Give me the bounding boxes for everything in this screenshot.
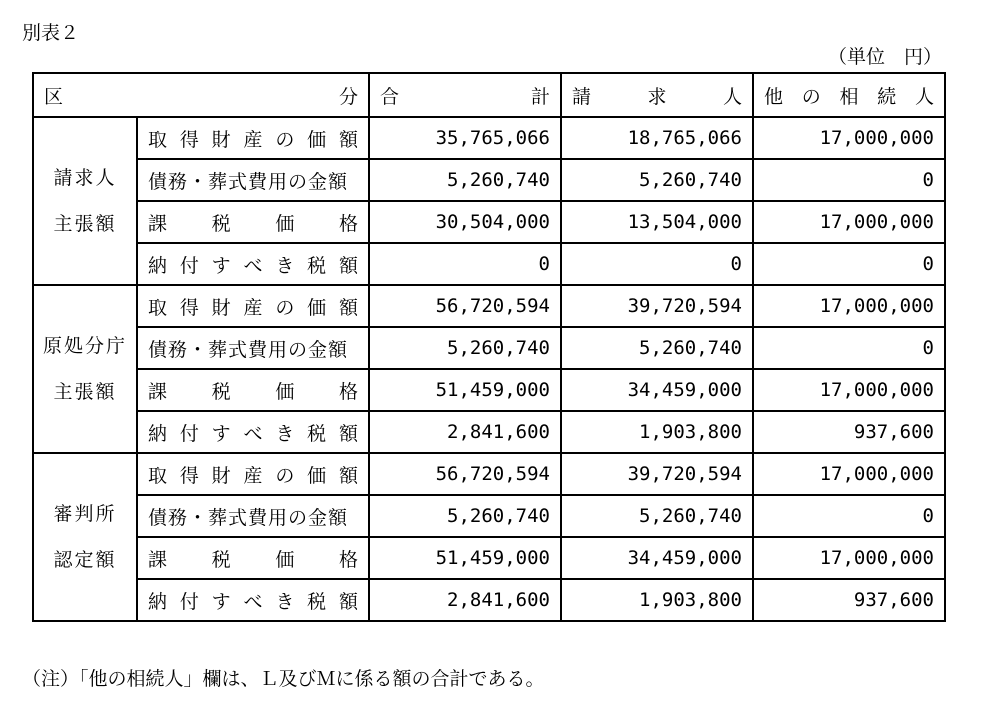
value-others: 937,600 xyxy=(753,411,945,453)
value-others: 0 xyxy=(753,159,945,201)
item-label-tax-payable: 納 付 す べ き 税 額 xyxy=(137,243,369,285)
footnote: （注）「他の相続人」欄は、Ｌ及びＭに係る額の合計である。 xyxy=(22,668,545,690)
value-claimant: 5,260,740 xyxy=(561,495,753,537)
table-row xyxy=(33,327,945,369)
value-total: 5,260,740 xyxy=(369,159,561,201)
header-total: 合 計 xyxy=(369,73,561,117)
header-claimant: 請 求 人 xyxy=(561,73,753,117)
tax-comparison-table xyxy=(32,72,946,622)
header-other-heirs: 他 の 相 続 人 xyxy=(753,73,945,117)
value-claimant: 0 xyxy=(561,243,753,285)
value-total: 0 xyxy=(369,243,561,285)
table-row xyxy=(33,495,945,537)
value-others: 0 xyxy=(753,327,945,369)
value-total: 51,459,000 xyxy=(369,369,561,411)
header-kubun-label: 区 分 xyxy=(44,85,358,108)
value-claimant: 13,504,000 xyxy=(561,201,753,243)
item-label-acquired-property-value: 取 得 財 産 の 価 額 xyxy=(137,453,369,495)
group-label: 請求人 主張額 xyxy=(33,117,137,285)
value-claimant: 5,260,740 xyxy=(561,327,753,369)
value-others: 17,000,000 xyxy=(753,117,945,159)
value-others: 17,000,000 xyxy=(753,537,945,579)
value-total: 51,459,000 xyxy=(369,537,561,579)
table-row xyxy=(33,453,945,495)
table-title: 別表２ xyxy=(22,22,80,44)
group-label: 審判所 認定額 xyxy=(33,453,137,621)
item-label-debt-funeral-cost: 債務・葬式費用の金額 xyxy=(137,327,369,369)
header-kubun xyxy=(33,73,369,117)
value-others: 17,000,000 xyxy=(753,285,945,327)
group-label: 原処分庁 主張額 xyxy=(33,285,137,453)
item-label-taxable-value: 課 税 価 格 xyxy=(137,537,369,579)
value-total: 5,260,740 xyxy=(369,327,561,369)
unit-label: （単位 円） xyxy=(827,46,942,68)
table-row xyxy=(33,243,945,285)
value-claimant: 1,903,800 xyxy=(561,579,753,621)
value-claimant: 39,720,594 xyxy=(561,453,753,495)
value-claimant: 18,765,066 xyxy=(561,117,753,159)
value-total: 56,720,594 xyxy=(369,453,561,495)
value-others: 17,000,000 xyxy=(753,453,945,495)
item-label-debt-funeral-cost: 債務・葬式費用の金額 xyxy=(137,159,369,201)
item-label-taxable-value: 課 税 価 格 xyxy=(137,369,369,411)
value-claimant: 39,720,594 xyxy=(561,285,753,327)
value-others: 17,000,000 xyxy=(753,369,945,411)
value-total: 2,841,600 xyxy=(369,411,561,453)
value-claimant: 1,903,800 xyxy=(561,411,753,453)
item-label-debt-funeral-cost: 債務・葬式費用の金額 xyxy=(137,495,369,537)
table-row xyxy=(33,285,945,327)
item-label-tax-payable: 納 付 す べ き 税 額 xyxy=(137,579,369,621)
value-claimant: 34,459,000 xyxy=(561,537,753,579)
value-others: 0 xyxy=(753,243,945,285)
item-label-acquired-property-value: 取 得 財 産 の 価 額 xyxy=(137,285,369,327)
value-total: 56,720,594 xyxy=(369,285,561,327)
value-others: 937,600 xyxy=(753,579,945,621)
value-total: 2,841,600 xyxy=(369,579,561,621)
table-body xyxy=(33,117,945,621)
value-claimant: 34,459,000 xyxy=(561,369,753,411)
table-row xyxy=(33,537,945,579)
table-row xyxy=(33,579,945,621)
value-others: 0 xyxy=(753,495,945,537)
item-label-tax-payable: 納 付 す べ き 税 額 xyxy=(137,411,369,453)
table-row xyxy=(33,201,945,243)
value-total: 35,765,066 xyxy=(369,117,561,159)
table-row xyxy=(33,369,945,411)
value-claimant: 5,260,740 xyxy=(561,159,753,201)
table-row xyxy=(33,411,945,453)
value-total: 30,504,000 xyxy=(369,201,561,243)
value-others: 17,000,000 xyxy=(753,201,945,243)
table-row xyxy=(33,159,945,201)
value-total: 5,260,740 xyxy=(369,495,561,537)
item-label-taxable-value: 課 税 価 格 xyxy=(137,201,369,243)
item-label-acquired-property-value: 取 得 財 産 の 価 額 xyxy=(137,117,369,159)
header-row xyxy=(33,73,945,117)
table-row xyxy=(33,117,945,159)
